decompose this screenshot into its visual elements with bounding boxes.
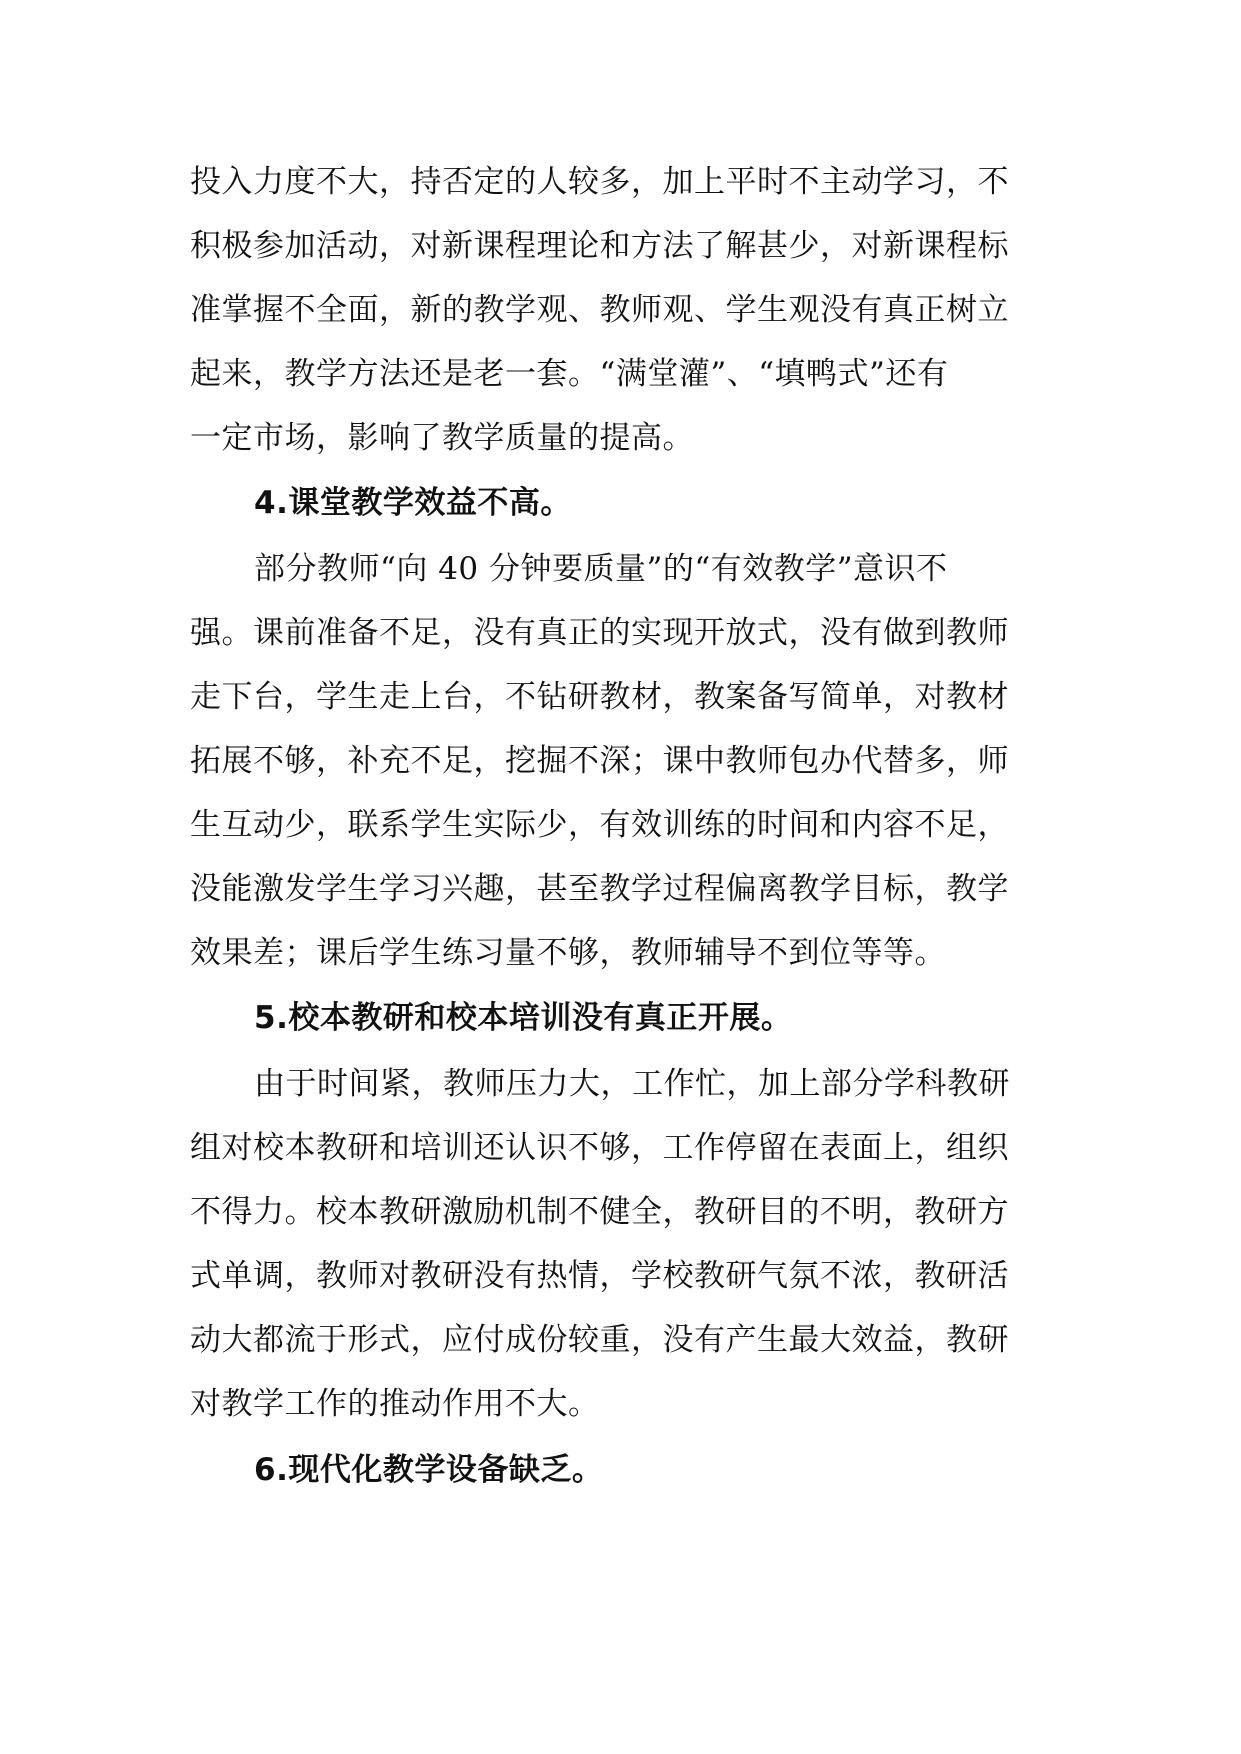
paragraph-line: 走下台，学生走上台，不钻研教材，教案备写简单，对教材	[190, 679, 1009, 715]
paragraph-line: 部分教师“向 40 分钟要质量”的“有效教学”意识不	[254, 551, 948, 587]
paragraph-line: 由于时间紧，教师压力大，工作忙，加上部分学科教研	[254, 1066, 1010, 1102]
paragraph-line: 投入力度不大，持否定的人较多，加上平时不主动学习，不	[190, 164, 1009, 200]
paragraph-line: 式单调，教师对教研没有热情，学校教研气氛不浓，教研活	[190, 1258, 1009, 1294]
paragraph-line: 拓展不够，补充不足，挖掘不深；课中教师包办代替多，师	[190, 743, 1009, 779]
paragraph-line: 生互动少，联系学生实际少，有效训练的时间和内容不足，	[190, 807, 1009, 843]
section-heading: 4.课堂教学效益不高。	[254, 485, 572, 521]
section-heading: 6.现代化教学设备缺乏。	[254, 1452, 604, 1488]
paragraph-line: 组对校本教研和培训还认识不够，工作停留在表面上，组织	[190, 1130, 1009, 1166]
paragraph-line: 效果差；课后学生练习量不够，教师辅导不到位等等。	[190, 935, 946, 971]
paragraph-line: 准掌握不全面，新的教学观、教师观、学生观没有真正树立	[190, 292, 1009, 328]
paragraph-line: 没能激发学生学习兴趣，甚至教学过程偏离教学目标，教学	[190, 871, 1009, 907]
paragraph-line: 起来，教学方法还是老一套。“满堂灌”、“填鸭式”还有	[190, 356, 949, 392]
paragraph-line: 积极参加活动，对新课程理论和方法了解甚少，对新课程标	[190, 228, 1009, 264]
section-heading: 5.校本教研和校本培训没有真正开展。	[254, 1000, 793, 1036]
paragraph-line: 强。课前准备不足，没有真正的实现开放式，没有做到教师	[190, 615, 1009, 651]
paragraph-line: 对教学工作的推动作用不大。	[190, 1386, 600, 1422]
paragraph-line: 动大都流于形式，应付成份较重，没有产生最大效益，教研	[190, 1322, 1009, 1358]
paragraph-line: 不得力。校本教研激励机制不健全，教研目的不明，教研方	[190, 1194, 1009, 1230]
paragraph-line: 一定市场，影响了教学质量的提高。	[190, 420, 694, 456]
